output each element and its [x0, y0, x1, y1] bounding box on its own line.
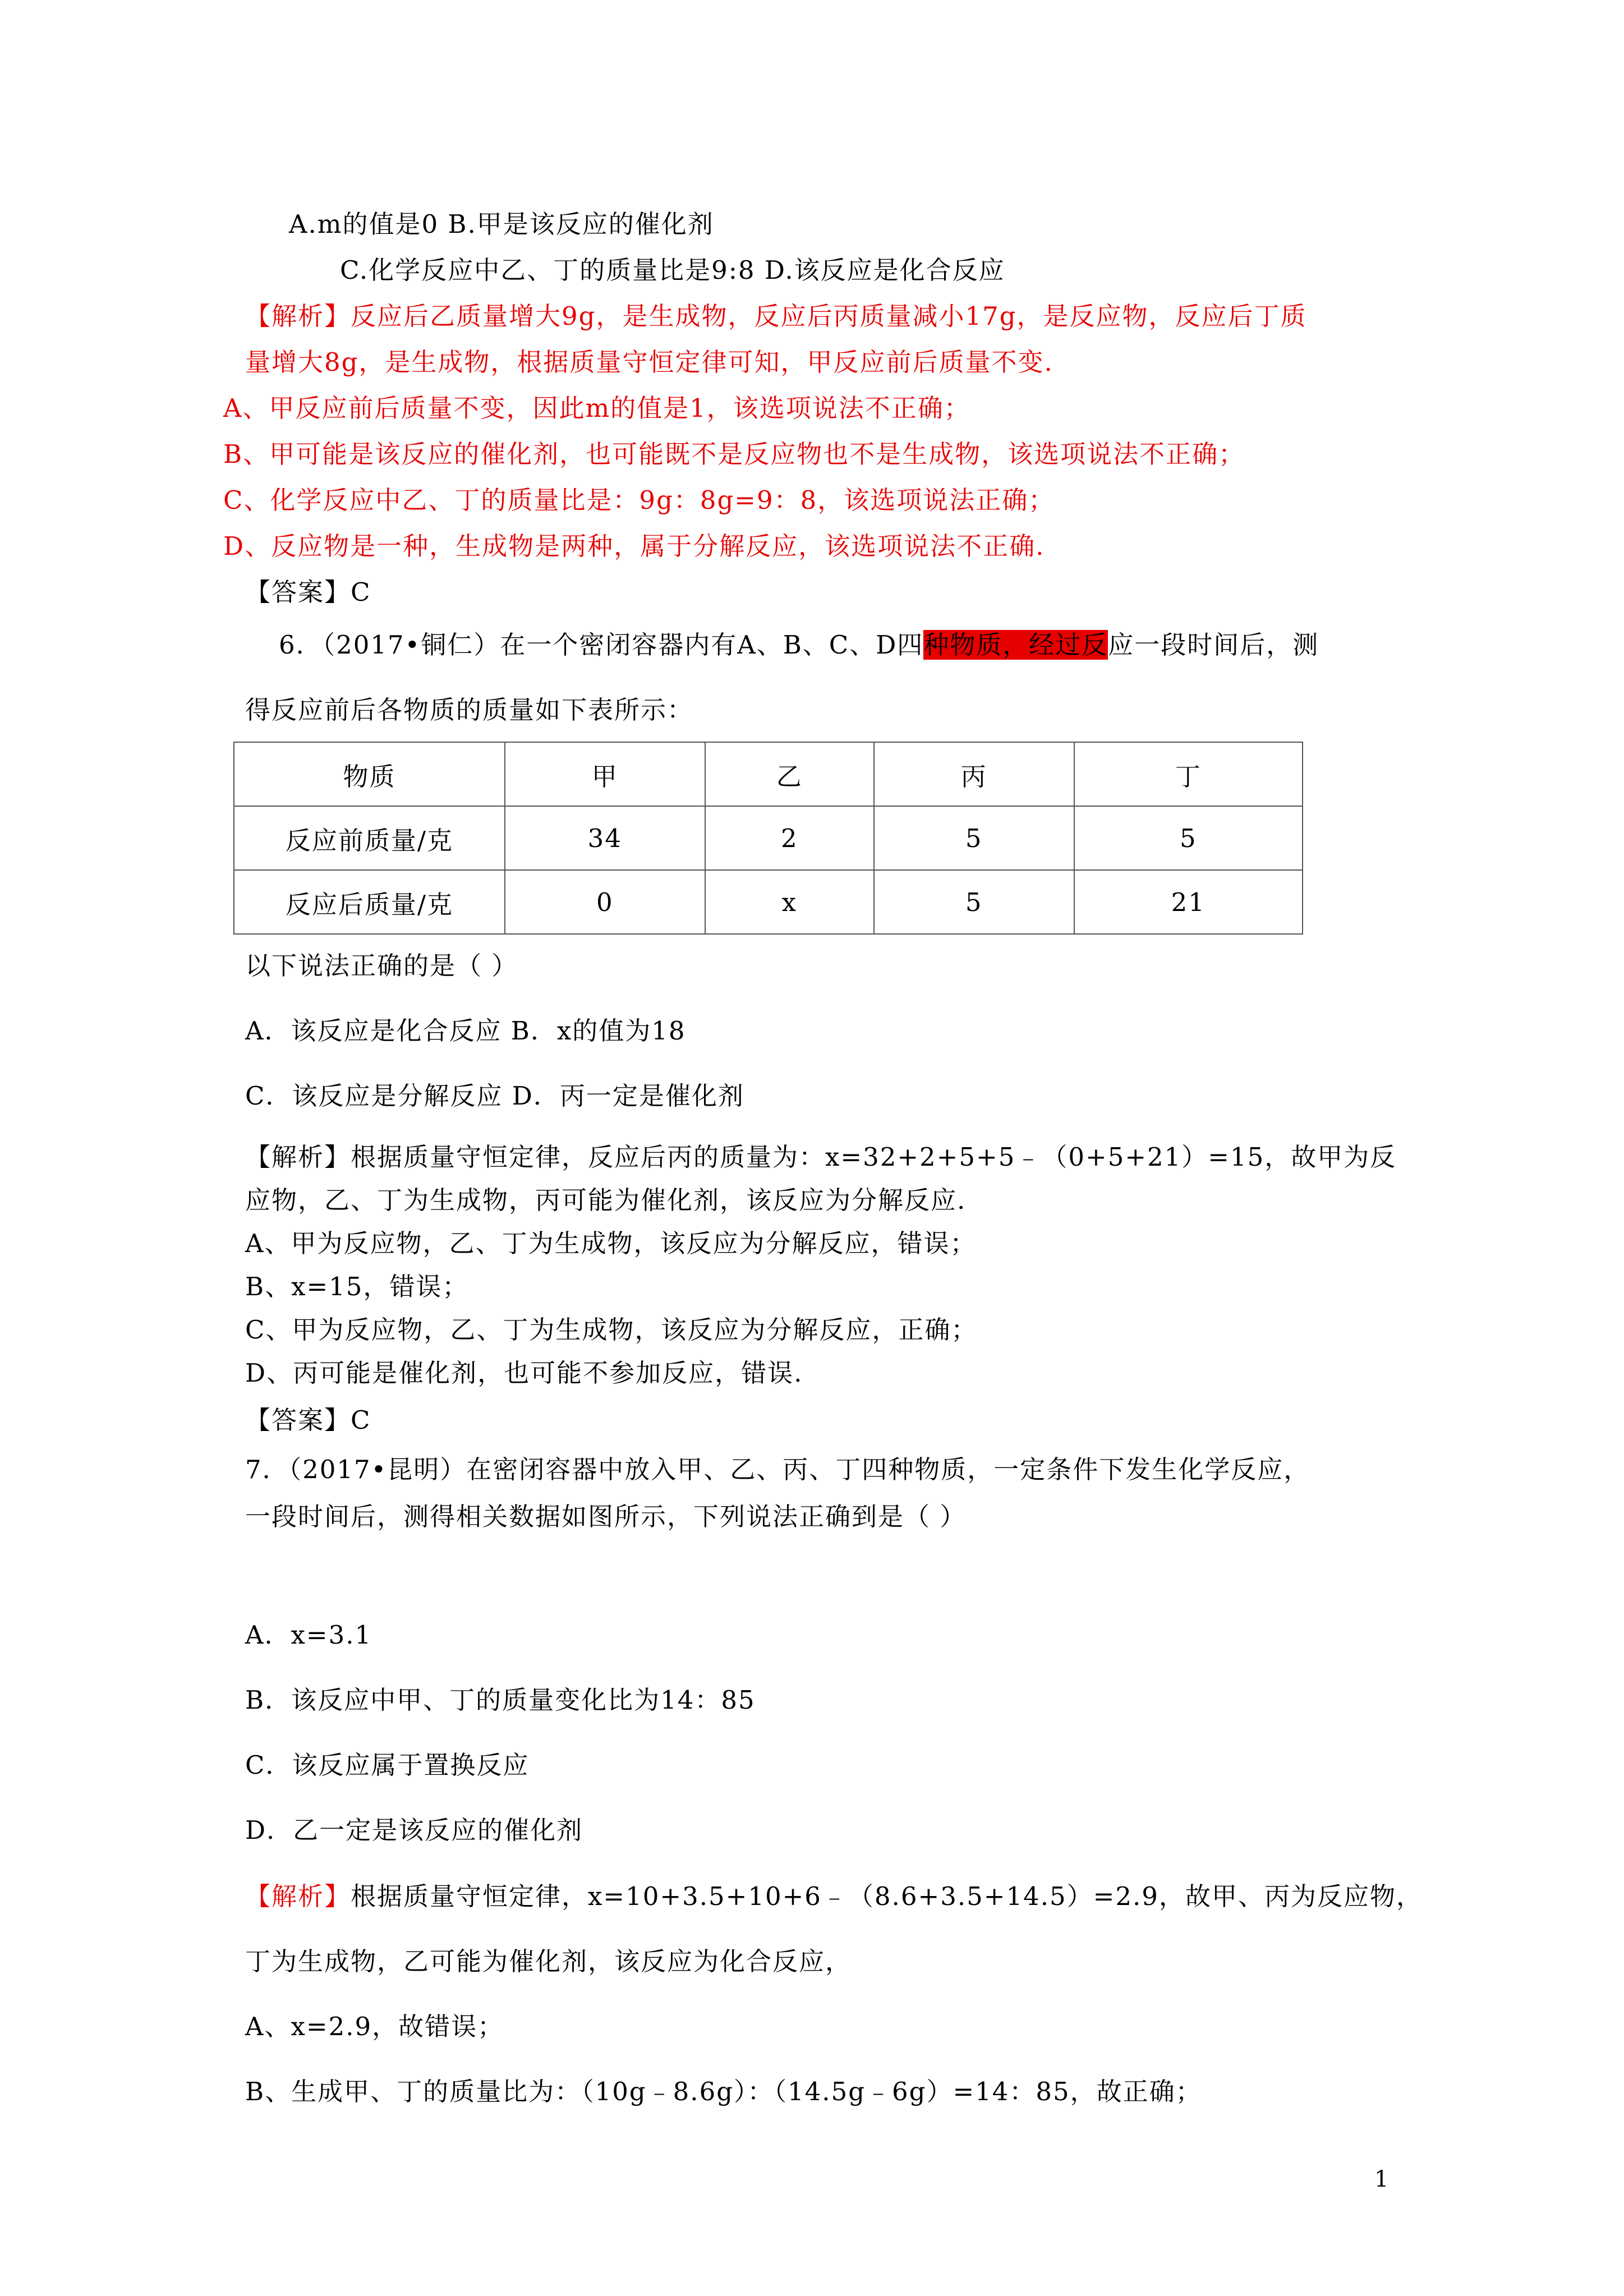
- q7-option-b: B．该反应中甲、丁的质量变化比为14：85: [245, 1685, 756, 1715]
- q7-analysis-b: B、生成甲、丁的质量比为：（10g﹣8.6g）：（14.5g﹣6g）=14：85，故正确；: [245, 2077, 1202, 2106]
- table-cell: 5: [1074, 806, 1303, 870]
- analysis-text: 反应后乙质量增大9g，是生成物，反应后丙质量减小17g，是反应物，反应后丁质: [351, 301, 1307, 331]
- q6-stem-line1: [279, 628, 1319, 662]
- q6-stem-post: 应一段时间后，测: [1108, 630, 1319, 660]
- table-cell: 34: [505, 806, 705, 870]
- q7-analysis-a: A、x=2.9，故错误；: [245, 2012, 504, 2041]
- q6-ask: 以下说法正确的是（ ）: [245, 951, 518, 981]
- q6-analysis-line1: 【解析】根据质量守恒定律，反应后丙的质量为：x=32+2+5+5﹣（0+5+21）=15，故甲为反: [245, 1142, 1397, 1172]
- q6-options-cd: C．该反应是分解反应 D．丙一定是催化剂: [245, 1081, 744, 1111]
- q5-analysis-a: A、甲反应前后质量不变，因此m的值是1，该选项说法不正确；: [223, 393, 970, 423]
- table-cell: 5: [874, 806, 1074, 870]
- table-row: [234, 870, 1303, 934]
- q7-stem-line1: 7．（2017•昆明）在密闭容器中放入甲、乙、丙、丁四种物质，一定条件下发生化学反应，: [245, 1455, 1310, 1484]
- q5-analysis-c: C、化学反应中乙、丁的质量比是：9g：8g=9：8，该选项说法正确；: [223, 485, 1055, 515]
- table-header-cell: 甲: [505, 742, 705, 806]
- table-header-row: [234, 742, 1303, 806]
- table-header-cell: 乙: [705, 742, 874, 806]
- analysis-tag: 【解析】: [245, 1881, 351, 1911]
- q6-options-ab: A．该反应是化合反应 B．x的值为18: [245, 1016, 686, 1046]
- q6-stem-pre: 6．（2017•铜仁）在一个密闭容器内有A、B、C、D四: [279, 630, 924, 660]
- table-cell: x: [705, 870, 874, 934]
- q5-analysis-line2: 量增大8g，是生成物，根据质量守恒定律可知，甲反应前后质量不变.: [245, 347, 1053, 377]
- q5-options-ab: A.m的值是0 B.甲是该反应的催化剂: [289, 209, 714, 239]
- q5-analysis-b: B、甲可能是该反应的催化剂，也可能既不是反应物也不是生成物，该选项说法不正确；: [223, 439, 1245, 469]
- table-cell: 0: [505, 870, 705, 934]
- q5-analysis-line1: [245, 300, 1307, 333]
- q6-analysis-c: C、甲为反应物，乙、丁为生成物，该反应为分解反应，正确；: [245, 1315, 978, 1345]
- q7-option-d: D．乙一定是该反应的催化剂: [245, 1815, 583, 1845]
- q6-analysis-line2: 应物，乙、丁为生成物，丙可能为催化剂，该反应为分解反应.: [245, 1185, 967, 1215]
- page-number: 1: [1374, 2166, 1389, 2192]
- q6-mass-table: [233, 742, 1303, 935]
- q7-option-c: C．该反应属于置换反应: [245, 1750, 530, 1780]
- q7-stem-line2: 一段时间后，测得相关数据如图所示，下列说法正确到是（ ）: [245, 1502, 967, 1531]
- analysis-text: 根据质量守恒定律，x=10+3.5+10+6﹣（8.6+3.5+14.5）=2.9，故甲、丙为反应物，: [351, 1881, 1423, 1911]
- table-header-cell: 物质: [234, 742, 505, 806]
- q7-analysis-line2: 丁为生成物，乙可能为催化剂，该反应为化合反应，: [245, 1947, 852, 1976]
- q6-stem-line2: 得反应前后各物质的质量如下表所示：: [245, 695, 694, 725]
- q6-answer: 【答案】C: [245, 1405, 371, 1435]
- table-cell: 2: [705, 806, 874, 870]
- q6-analysis-d: D、丙可能是催化剂，也可能不参加反应，错误.: [245, 1358, 803, 1388]
- q6-analysis-b: B、x=15，错误；: [245, 1272, 469, 1301]
- table-cell: 反应后质量/克: [234, 870, 505, 934]
- q5-analysis-d: D、反应物是一种，生成物是两种，属于分解反应，该选项说法不正确.: [223, 531, 1045, 561]
- table-row: [234, 806, 1303, 870]
- q6-analysis-a: A、甲为反应物，乙、丁为生成物，该反应为分解反应，错误；: [245, 1228, 977, 1258]
- highlighted-text: 种物质，经过反: [923, 630, 1108, 660]
- q7-analysis-line1: [245, 1880, 1423, 1913]
- table-header-cell: 丁: [1074, 742, 1303, 806]
- analysis-tag: 【解析】: [245, 301, 351, 331]
- table-cell: 21: [1074, 870, 1303, 934]
- q5-options-cd: C.化学反应中乙、丁的质量比是9:8 D.该反应是化合反应: [340, 255, 1005, 285]
- table-cell: 反应前质量/克: [234, 806, 505, 870]
- table-cell: 5: [874, 870, 1074, 934]
- table-header-cell: 丙: [874, 742, 1074, 806]
- q7-option-a: A．x=3.1: [245, 1620, 372, 1650]
- q5-answer: 【答案】C: [245, 577, 371, 607]
